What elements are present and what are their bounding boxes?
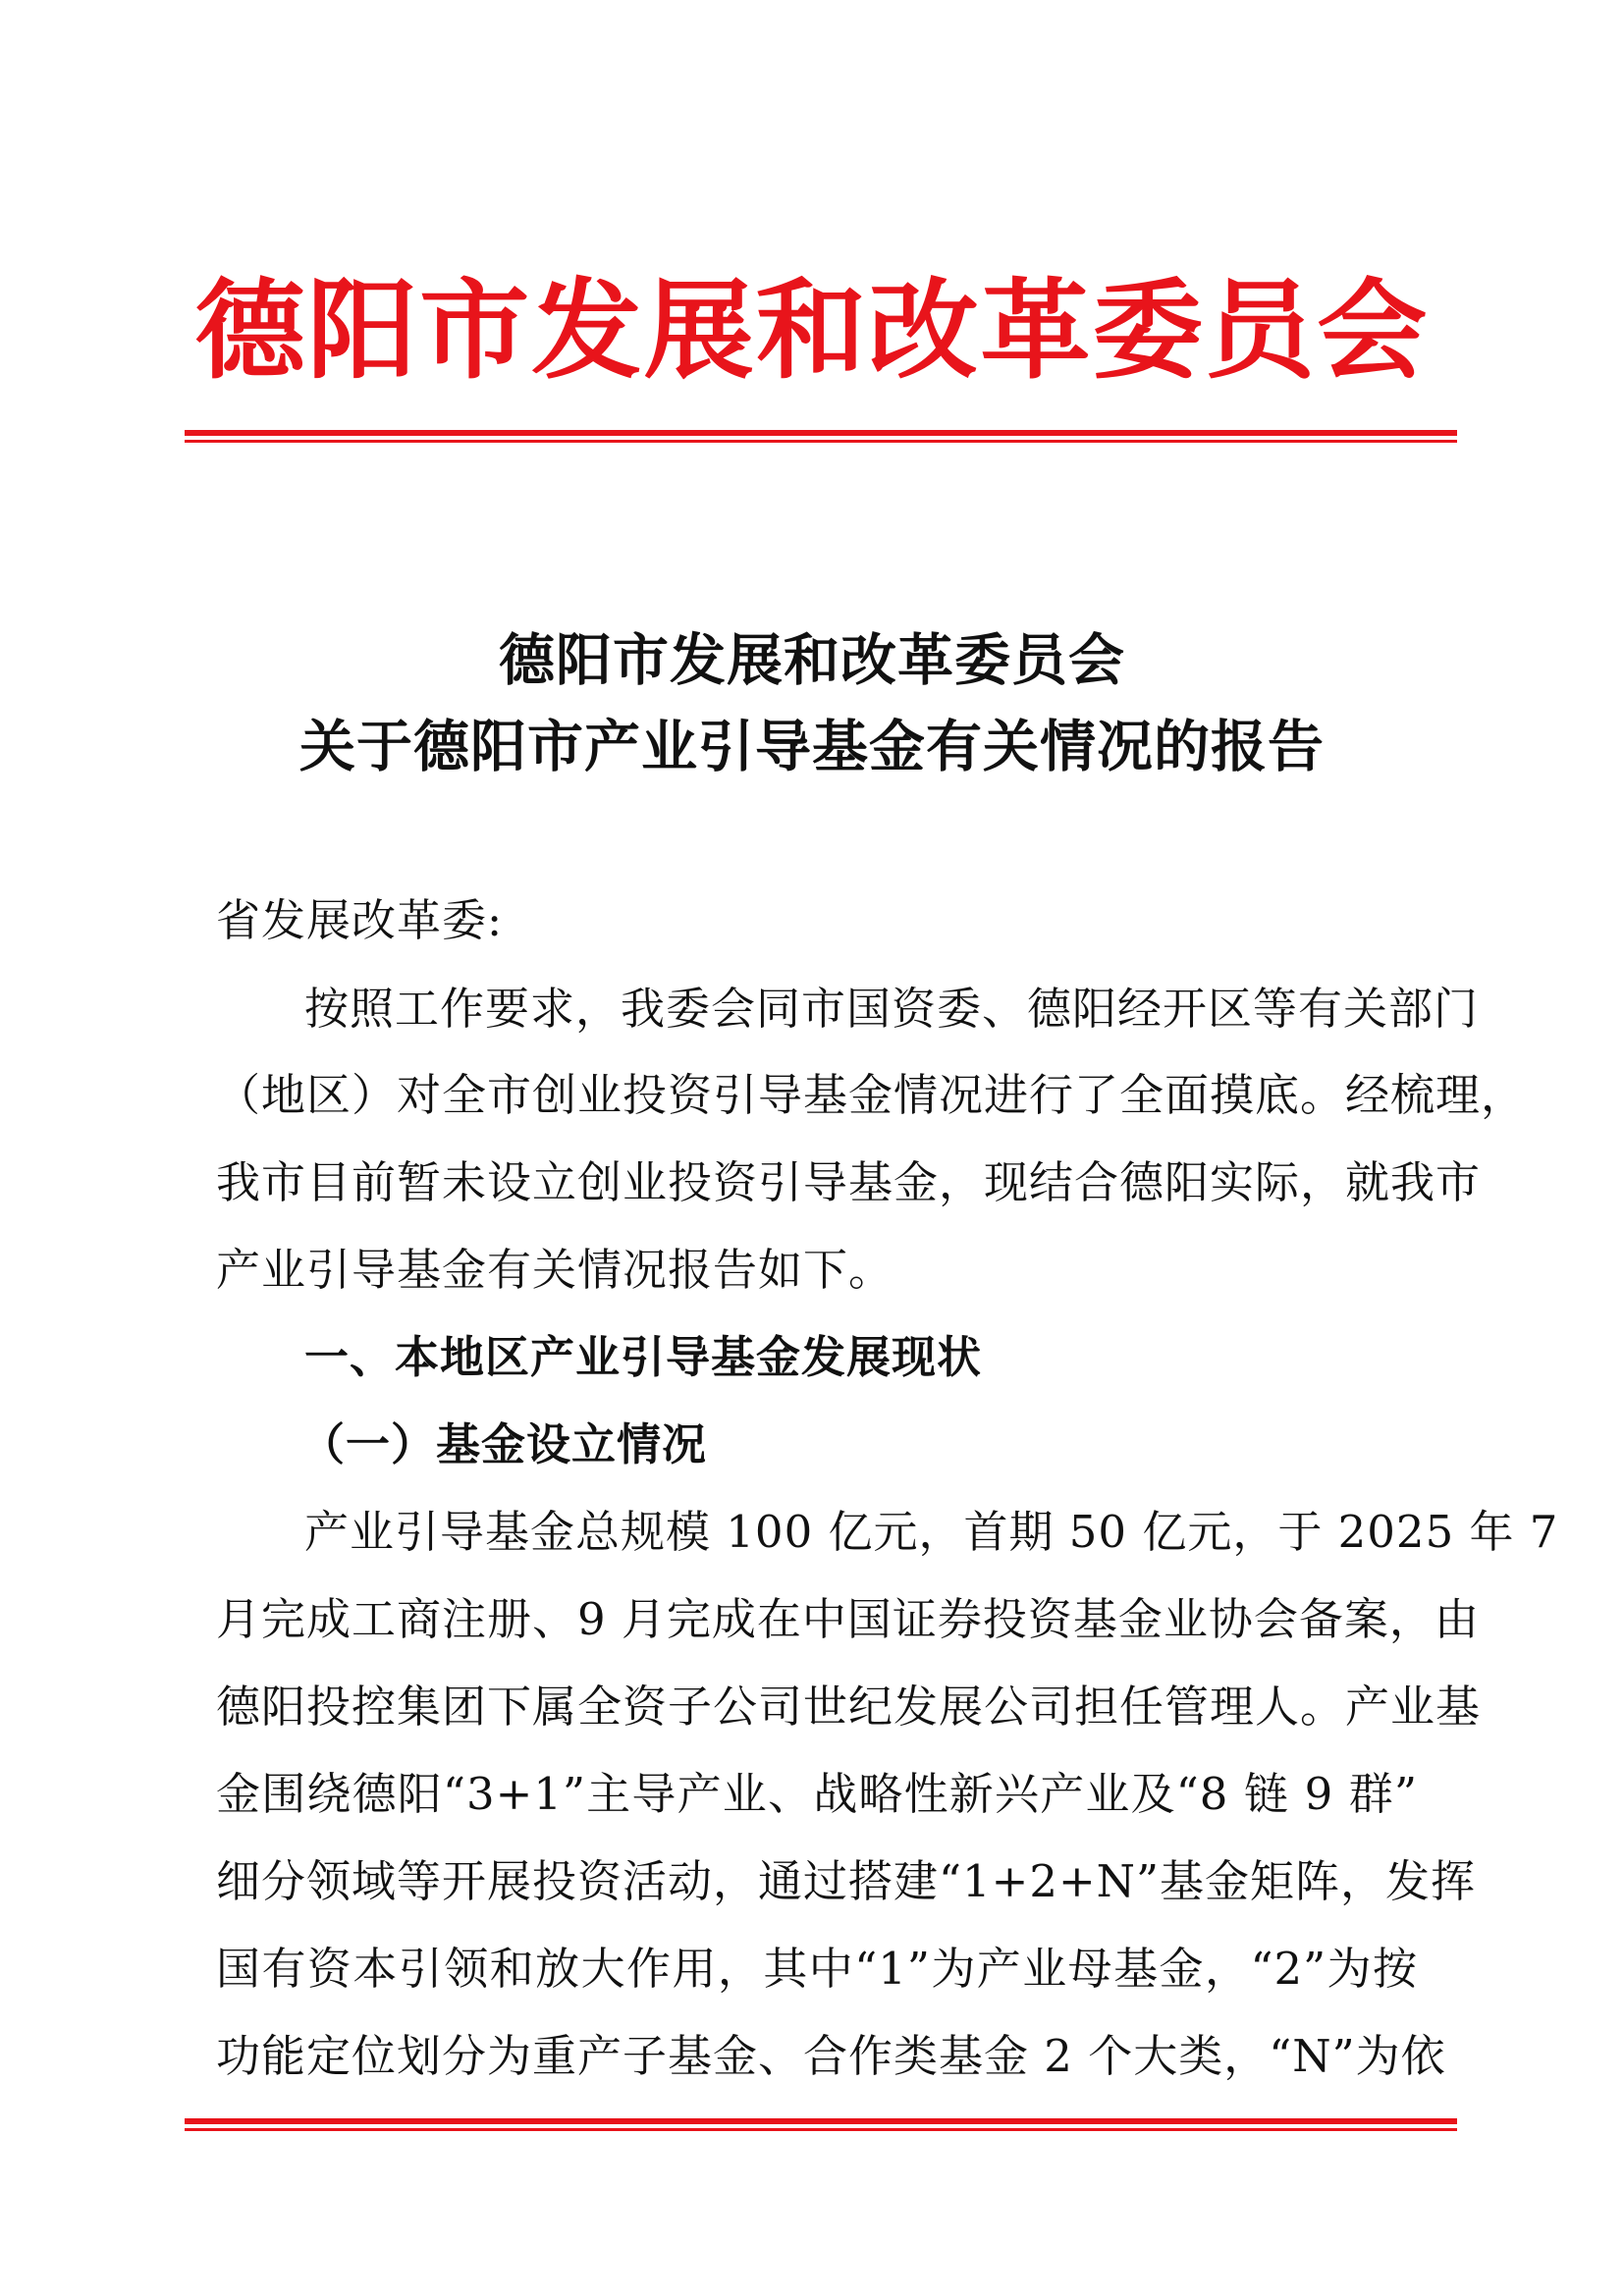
section-heading: 一、本地区产业引导基金发展现状 (304, 1331, 983, 1383)
masthead-title: 德阳市发展和改革委员会 (194, 268, 1430, 394)
paragraph-line: 产业引导基金总规模 100 亿元，首期 50 亿元，于 2025 年 7 (304, 1506, 1559, 1558)
subsection-heading: （一）基金设立情况 (300, 1418, 708, 1470)
document-title-line-2: 关于德阳市产业引导基金有关情况的报告 (299, 714, 1325, 779)
masthead-red-rule (185, 430, 1457, 443)
paragraph-line: （地区）对全市创业投资引导基金情况进行了全面摸底。经梳理， (216, 1069, 1527, 1121)
document-title-line-1: 德阳市发展和改革委员会 (499, 627, 1125, 693)
paragraph-line: 功能定位划分为重产子基金、合作类基金 2 个大类，“N”为依 (216, 2030, 1446, 2082)
paragraph-line: 细分领域等开展投资活动，通过搭建“1+2+N”基金矩阵，发挥 (216, 1855, 1477, 1907)
footer-red-rule (185, 2118, 1457, 2131)
paragraph-line: 按照工作要求，我委会同市国资委、德阳经开区等有关部门 (304, 983, 1480, 1035)
paragraph-line: 产业引导基金有关情况报告如下。 (216, 1244, 894, 1296)
paragraph-line: 月完成工商注册、9 月完成在中国证券投资基金业协会备案，由 (216, 1593, 1480, 1645)
paragraph-line: 国有资本引领和放大作用，其中“1”为产业母基金，“2”为按 (216, 1943, 1418, 1995)
paragraph-line: 金围绕德阳“3+1”主导产业、战略性新兴产业及“8 链 9 群” (216, 1768, 1418, 1820)
addressee: 省发展改革委: (216, 894, 504, 946)
paragraph-line: 德阳投控集团下属全资子公司世纪发展公司担任管理人。产业基 (216, 1681, 1482, 1733)
paragraph-line: 我市目前暂未设立创业投资引导基金，现结合德阳实际，就我市 (216, 1156, 1482, 1208)
